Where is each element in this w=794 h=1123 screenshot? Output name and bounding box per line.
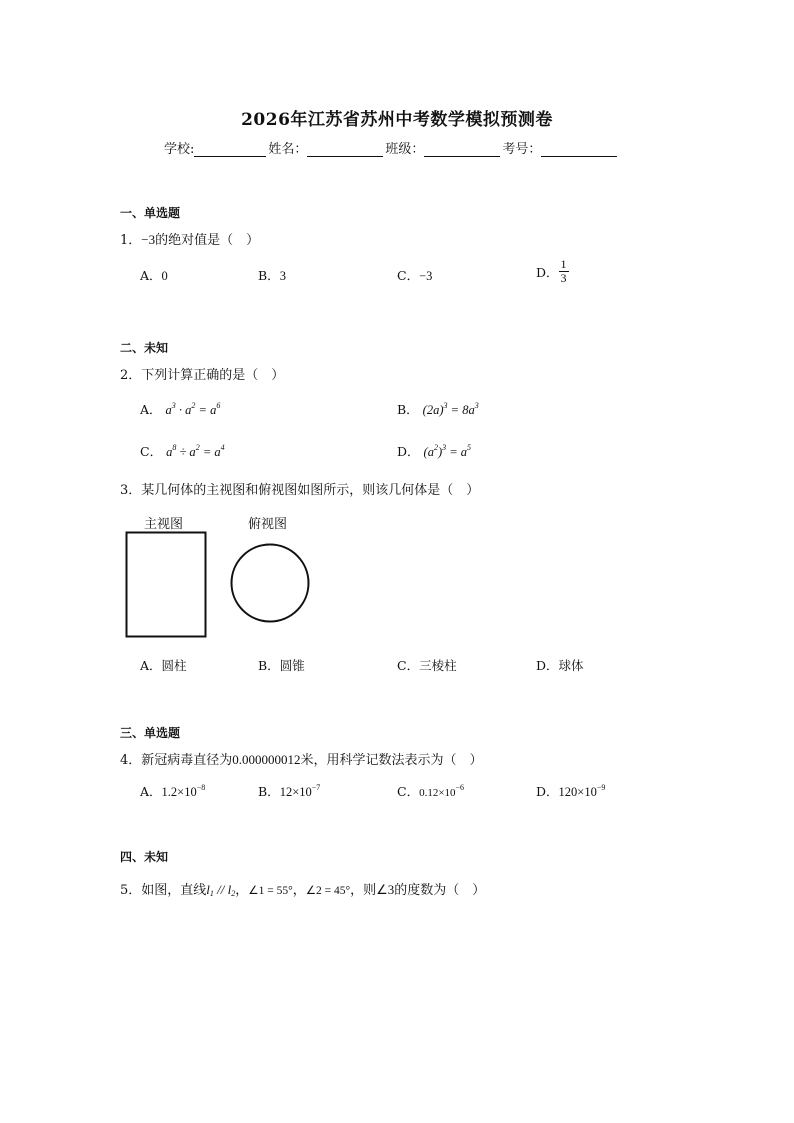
math-value: 0.000000012: [232, 752, 301, 767]
option-a[interactable]: [140, 656, 187, 674]
option-letter: C．: [397, 268, 420, 283]
option-letter: C．: [397, 784, 420, 799]
option-d[interactable]: [536, 258, 569, 285]
question-5-stem: 5．如图，直线$l_1 // l_2$，∠1 = 55°，∠2 = 45°，则∠3的度数为（ ）: [120, 882, 486, 898]
question-number: 3．: [120, 483, 142, 498]
option-a[interactable]: [140, 782, 205, 800]
option-letter: B．: [258, 658, 280, 673]
question-text: 某几何体的主视图和俯视图如图所示，则该几何体是（ ）: [141, 483, 480, 498]
question-number: 4．: [120, 753, 142, 768]
question-3-stem: [120, 479, 479, 498]
option-text: 0: [161, 269, 168, 283]
question-1-stem: [120, 229, 259, 248]
math-base: 120×10: [558, 785, 597, 799]
section-heading: 四、未知: [120, 850, 169, 864]
class-field[interactable]: [424, 142, 500, 157]
question-text: 新冠病毒直径为: [141, 753, 233, 768]
option-b[interactable]: [258, 782, 320, 800]
question-text: 如图，直线: [141, 883, 207, 898]
math-exponent: −7: [311, 783, 321, 792]
section-heading: 一、单选题: [120, 206, 181, 220]
question-number: 2．: [120, 368, 142, 383]
question-text: ，则: [350, 883, 377, 898]
fraction: [559, 258, 569, 285]
option-a[interactable]: [140, 266, 168, 284]
option-text: 球体: [558, 658, 584, 673]
option-c[interactable]: [397, 656, 457, 674]
option-letter: D．: [397, 444, 420, 459]
option-letter: A．: [140, 268, 162, 283]
option-d[interactable]: [536, 782, 605, 800]
angle-2: ∠2 = 45°: [305, 885, 351, 897]
section-heading: 三、单选题: [120, 726, 181, 740]
school-field[interactable]: [194, 142, 266, 157]
math-expression: $l_1 // l_2$: [206, 882, 236, 898]
math-expression: $a^3 \cdot a^2 = a^6$: [165, 401, 221, 417]
option-text: −3: [419, 269, 433, 283]
option-letter: D．: [536, 784, 559, 799]
option-letter: A．: [140, 402, 162, 417]
front-view-rectangle: [124, 530, 212, 640]
option-b[interactable]: [258, 656, 305, 674]
option-b[interactable]: [258, 266, 286, 284]
option-letter: D．: [536, 658, 559, 673]
fraction-denominator: 3: [560, 271, 567, 285]
math-exponent: −6: [455, 783, 465, 792]
math-expression: $a^8 \div a^2 = a^4$: [166, 443, 225, 459]
option-c[interactable]: [397, 266, 432, 284]
option-b[interactable]: [397, 400, 479, 418]
option-letter: B．: [258, 268, 280, 283]
student-info-row: [164, 138, 619, 157]
option-letter: A．: [140, 658, 162, 673]
option-text: 三棱柱: [419, 658, 457, 673]
math-base: 0.12×10: [419, 787, 456, 799]
option-letter: C．: [140, 444, 163, 459]
question-number: 1．: [120, 233, 142, 248]
question-2-stem: [120, 364, 284, 383]
section-heading: 二、未知: [120, 341, 169, 355]
angle-1: ∠1 = 55°: [248, 885, 293, 897]
front-view-label: 主视图: [144, 517, 184, 532]
top-view-label: 俯视图: [248, 517, 288, 532]
option-a[interactable]: [140, 400, 220, 418]
option-d[interactable]: [536, 656, 584, 674]
question-text: 下列计算正确的是（ ）: [141, 368, 285, 383]
class-label: 班级：: [385, 142, 425, 157]
option-letter: B．: [258, 784, 280, 799]
question-4-stem: [120, 749, 483, 768]
option-letter: C．: [397, 658, 420, 673]
math-base: 12×10: [279, 785, 312, 799]
question-text: 米，用科学记数法表示为（ ）: [300, 753, 483, 768]
option-c[interactable]: [140, 442, 225, 460]
math-exponent: −9: [596, 783, 606, 792]
school-label: 学校:: [164, 142, 195, 157]
angle-3: ∠3: [376, 882, 395, 897]
name-label: 姓名：: [268, 142, 308, 157]
option-letter: D．: [536, 264, 559, 280]
question-number: 5．: [120, 883, 142, 898]
option-letter: A．: [140, 784, 162, 799]
math-expression: −3: [141, 232, 156, 247]
page-title: 2026年江苏省苏州中考数学模拟预测卷: [241, 110, 553, 130]
option-text: 圆锥: [279, 658, 305, 673]
question-text: 的绝对值是（ ）: [155, 233, 260, 248]
exam-no-field[interactable]: [541, 142, 617, 157]
fraction-numerator: 1: [560, 257, 567, 271]
math-expression: $(2a)^3 = 8a^3$: [422, 401, 479, 417]
option-letter: B．: [397, 402, 419, 417]
math-expression: $(a^2)^3 = a^5$: [423, 443, 472, 459]
option-text: 3: [279, 269, 286, 283]
question-text: 的度数为（ ）: [394, 883, 486, 898]
option-text: 圆柱: [161, 658, 187, 673]
math-base: 1.2×10: [161, 785, 197, 799]
exam-no-label: 考号：: [502, 142, 542, 157]
option-d[interactable]: [397, 442, 471, 460]
top-view-circle: [228, 543, 314, 625]
math-exponent: −8: [196, 783, 206, 792]
name-field[interactable]: [307, 142, 383, 157]
option-c[interactable]: [397, 782, 464, 800]
